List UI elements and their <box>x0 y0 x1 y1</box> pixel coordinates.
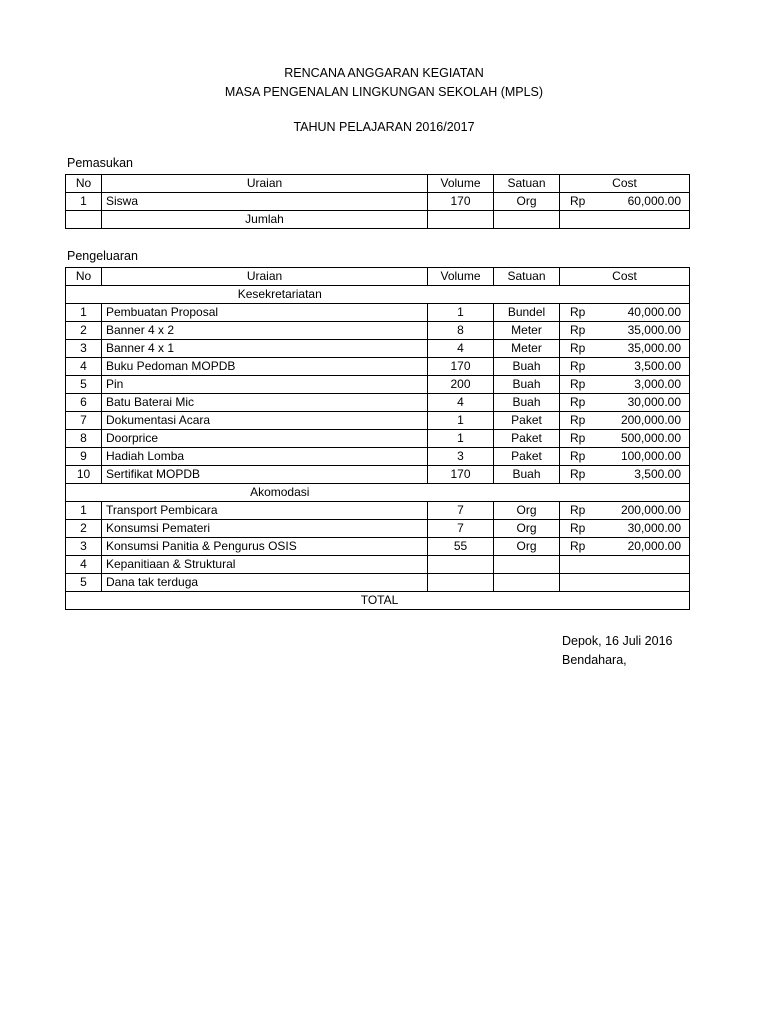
section-title: Akomodasi <box>66 484 494 502</box>
amount-value: 100,000.00 <box>620 449 681 463</box>
row-uraian: Hadiah Lomba <box>102 448 428 466</box>
cost-cell <box>560 340 690 358</box>
cost-cell <box>560 448 690 466</box>
amount-value: 3,500.00 <box>634 359 681 373</box>
row-no: 3 <box>66 340 102 358</box>
row-no: 5 <box>66 376 102 394</box>
column-header-volume: Volume <box>428 268 494 286</box>
pemasukan-label: Pemasukan <box>67 156 134 170</box>
row-volume: 7 <box>428 502 494 520</box>
row-no: 7 <box>66 412 102 430</box>
signature-role: Bendahara, <box>562 653 627 667</box>
column-header-no: No <box>66 175 102 193</box>
column-header-cost: Cost <box>560 175 690 193</box>
cost-cell <box>560 376 690 394</box>
table-row <box>66 556 690 574</box>
table-header-row <box>66 175 690 193</box>
column-header-volume: Volume <box>428 175 494 193</box>
cost-cell <box>560 502 690 520</box>
amount-value: 40,000.00 <box>627 305 681 319</box>
row-volume: 8 <box>428 322 494 340</box>
row-no: 4 <box>66 358 102 376</box>
row-volume: 1 <box>428 412 494 430</box>
row-volume: 1 <box>428 304 494 322</box>
table-row <box>66 376 690 394</box>
table-row <box>66 412 690 430</box>
section-header-row <box>66 286 690 304</box>
amount-value: 35,000.00 <box>627 323 681 337</box>
cost-cell <box>560 574 690 592</box>
row-satuan: Org <box>494 502 560 520</box>
doc-title-line1: RENCANA ANGGARAN KEGIATAN <box>284 66 484 80</box>
cost-cell <box>560 466 690 484</box>
column-header-uraian: Uraian <box>102 175 428 193</box>
table-row <box>66 466 690 484</box>
table-row <box>66 340 690 358</box>
row-uraian: Dana tak terduga <box>102 574 428 592</box>
row-no: 5 <box>66 574 102 592</box>
currency-label: Rp <box>570 431 586 445</box>
row-satuan: Org <box>494 520 560 538</box>
section-header-row <box>66 484 690 502</box>
table-row <box>66 502 690 520</box>
row-no: 2 <box>66 322 102 340</box>
signature-place-date: Depok, 16 Juli 2016 <box>562 634 673 648</box>
total-label: TOTAL <box>66 592 690 610</box>
amount-value: 30,000.00 <box>627 521 681 535</box>
doc-title-line2: MASA PENGENALAN LINGKUNGAN SEKOLAH (MPLS) <box>224 85 544 99</box>
amount-value: 35,000.00 <box>627 341 681 355</box>
table-row <box>66 538 690 556</box>
row-volume: 200 <box>428 376 494 394</box>
amount-value: 200,000.00 <box>620 413 681 427</box>
currency-label: Rp <box>570 377 586 391</box>
row-satuan: Paket <box>494 448 560 466</box>
column-header-cost: Cost <box>560 268 690 286</box>
row-uraian: Batu Baterai Mic <box>102 394 428 412</box>
cost-cell <box>560 358 690 376</box>
row-satuan: Buah <box>494 394 560 412</box>
section-title: Kesekretariatan <box>66 286 494 304</box>
amount-value: 60,000.00 <box>627 194 681 208</box>
amount-value: 500,000.00 <box>620 431 681 445</box>
jumlah-row <box>66 211 690 229</box>
row-no: 4 <box>66 556 102 574</box>
empty-cell <box>428 211 494 229</box>
row-satuan: Paket <box>494 430 560 448</box>
table-header-row <box>66 268 690 286</box>
row-no: 3 <box>66 538 102 556</box>
table-row <box>66 394 690 412</box>
row-no: 9 <box>66 448 102 466</box>
column-header-satuan: Satuan <box>494 268 560 286</box>
row-satuan: Org <box>494 538 560 556</box>
row-uraian: Pembuatan Proposal <box>102 304 428 322</box>
currency-label: Rp <box>570 413 586 427</box>
row-satuan: Buah <box>494 376 560 394</box>
row-uraian: Konsumsi Pemateri <box>102 520 428 538</box>
row-uraian: Pin <box>102 376 428 394</box>
row-uraian: Kepanitiaan & Struktural <box>102 556 428 574</box>
section-blank <box>494 484 690 502</box>
row-uraian: Dokumentasi Acara <box>102 412 428 430</box>
cost-cell <box>560 556 690 574</box>
cost-cell <box>560 412 690 430</box>
table-row <box>66 322 690 340</box>
amount-value: 200,000.00 <box>620 503 681 517</box>
cost-cell <box>560 193 690 211</box>
currency-label: Rp <box>570 305 586 319</box>
row-satuan: Buah <box>494 466 560 484</box>
currency-label: Rp <box>570 467 586 481</box>
row-no: 6 <box>66 394 102 412</box>
row-volume: 1 <box>428 430 494 448</box>
row-satuan <box>494 574 560 592</box>
row-volume <box>428 556 494 574</box>
row-volume: 170 <box>428 193 494 211</box>
row-uraian: Buku Pedoman MOPDB <box>102 358 428 376</box>
table-row <box>66 520 690 538</box>
currency-label: Rp <box>570 539 586 553</box>
row-satuan: Paket <box>494 412 560 430</box>
row-uraian: Konsumsi Panitia & Pengurus OSIS <box>102 538 428 556</box>
section-blank <box>494 286 690 304</box>
table-row <box>66 574 690 592</box>
pengeluaran-table <box>65 267 690 610</box>
row-satuan: Buah <box>494 358 560 376</box>
table-row <box>66 430 690 448</box>
row-uraian: Transport Pembicara <box>102 502 428 520</box>
pengeluaran-label: Pengeluaran <box>67 249 138 263</box>
cost-cell <box>560 538 690 556</box>
row-volume: 3 <box>428 448 494 466</box>
jumlah-label: Jumlah <box>102 211 428 229</box>
row-volume: 170 <box>428 358 494 376</box>
currency-label: Rp <box>570 194 586 208</box>
amount-value: 20,000.00 <box>627 539 681 553</box>
amount-value: 3,500.00 <box>634 467 681 481</box>
currency-label: Rp <box>570 449 586 463</box>
row-volume <box>428 574 494 592</box>
row-satuan: Org <box>494 193 560 211</box>
cost-cell <box>560 322 690 340</box>
table-row <box>66 304 690 322</box>
row-uraian: Banner 4 x 2 <box>102 322 428 340</box>
currency-label: Rp <box>570 503 586 517</box>
table-row <box>66 193 690 211</box>
empty-cell <box>66 211 102 229</box>
row-satuan: Bundel <box>494 304 560 322</box>
total-row <box>66 592 690 610</box>
row-volume: 55 <box>428 538 494 556</box>
pemasukan-table <box>65 174 690 229</box>
table-row <box>66 448 690 466</box>
row-no: 1 <box>66 193 102 211</box>
row-no: 2 <box>66 520 102 538</box>
row-volume: 4 <box>428 340 494 358</box>
row-satuan <box>494 556 560 574</box>
currency-label: Rp <box>570 323 586 337</box>
cost-cell <box>560 304 690 322</box>
row-uraian: Siswa <box>102 193 428 211</box>
currency-label: Rp <box>570 521 586 535</box>
currency-label: Rp <box>570 341 586 355</box>
doc-title-line3: TAHUN PELAJARAN 2016/2017 <box>293 120 475 134</box>
row-no: 8 <box>66 430 102 448</box>
cost-cell <box>560 211 690 229</box>
cost-cell <box>560 520 690 538</box>
currency-label: Rp <box>570 395 586 409</box>
column-header-no: No <box>66 268 102 286</box>
row-no: 1 <box>66 502 102 520</box>
cost-cell <box>560 394 690 412</box>
row-uraian: Doorprice <box>102 430 428 448</box>
row-no: 1 <box>66 304 102 322</box>
row-volume: 4 <box>428 394 494 412</box>
column-header-satuan: Satuan <box>494 175 560 193</box>
column-header-uraian: Uraian <box>102 268 428 286</box>
row-uraian: Banner 4 x 1 <box>102 340 428 358</box>
amount-value: 30,000.00 <box>627 395 681 409</box>
amount-value: 3,000.00 <box>634 377 681 391</box>
row-volume: 7 <box>428 520 494 538</box>
row-no: 10 <box>66 466 102 484</box>
row-volume: 170 <box>428 466 494 484</box>
row-uraian: Sertifikat MOPDB <box>102 466 428 484</box>
currency-label: Rp <box>570 359 586 373</box>
table-row <box>66 358 690 376</box>
cost-cell <box>560 430 690 448</box>
row-satuan: Meter <box>494 322 560 340</box>
empty-cell <box>494 211 560 229</box>
row-satuan: Meter <box>494 340 560 358</box>
